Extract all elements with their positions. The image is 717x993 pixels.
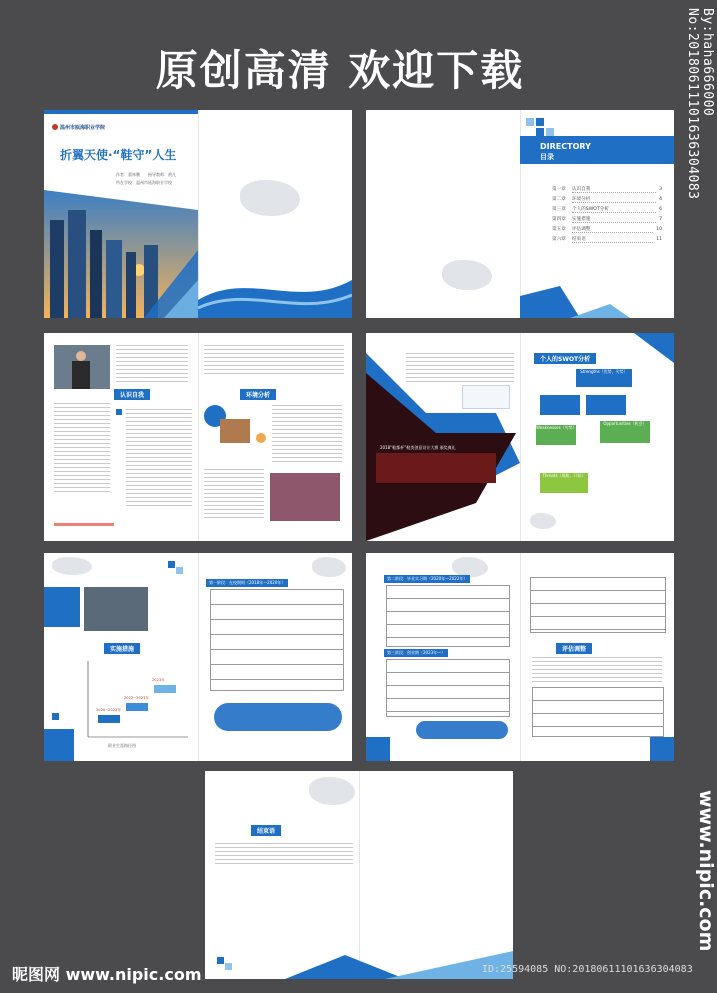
closing-wave-graphic xyxy=(285,947,513,979)
stage2-table xyxy=(386,585,510,647)
swot-opportunities: Opportunities（机会） xyxy=(600,421,650,443)
banner-title: 原创高清 欢迎下载 xyxy=(155,46,525,95)
photo-banner-text: 2018“鞋都杯”鞋类创意设计大赛 颁奖典礼 xyxy=(380,445,456,450)
toc-heading-en: DIRECTORY xyxy=(540,142,591,151)
toc-chapter: 第一章 xyxy=(552,187,566,192)
career-year-2: 2022~2023年 xyxy=(124,696,149,700)
student-photo xyxy=(54,345,110,389)
world-map-graphic xyxy=(309,777,355,805)
section-title-environment: 环境分析 xyxy=(240,389,276,400)
office-photo xyxy=(84,587,148,631)
stage1-title: 第一阶段：在校期间（2018年—2020年） xyxy=(206,579,288,587)
section-title-evaluation: 评估调整 xyxy=(556,643,592,654)
toc-title: 环境分析 xyxy=(572,196,656,203)
swot-strengths: Strengths（优势，劣势） xyxy=(576,369,632,387)
toc-chapter: 第三章 xyxy=(552,207,566,212)
world-map-graphic xyxy=(240,180,300,216)
award-ceremony-photo xyxy=(366,353,520,541)
toc-heading-cn: 目录 xyxy=(540,153,554,161)
spread-implementation xyxy=(44,553,352,761)
world-map-graphic xyxy=(312,557,346,577)
world-map-graphic xyxy=(442,260,492,290)
section-title-self: 认识自我 xyxy=(114,389,150,400)
section-title-implementation: 实施措施 xyxy=(104,643,140,654)
toc-page: 3 xyxy=(659,186,662,192)
swot-weaknesses: Weaknesses（劣势） xyxy=(536,425,576,445)
cover-top-bar xyxy=(44,110,198,114)
stage3-table xyxy=(386,659,510,717)
toc-page: 10 xyxy=(656,226,662,232)
spread-evaluation xyxy=(366,553,674,761)
toc-title: 实施措施 xyxy=(572,216,656,223)
world-map-graphic xyxy=(452,557,488,577)
career-year-3: 2023年 xyxy=(152,678,165,682)
school-name: 温州市瓯海职业学院 xyxy=(60,125,106,131)
toc-title: 个人的SWOT分析 xyxy=(572,206,656,213)
swot-threats: Threats（威胁，开始） xyxy=(540,473,588,493)
stage1-table xyxy=(210,589,344,691)
toc-item[interactable] xyxy=(552,224,662,234)
toc-chapter: 第二章 xyxy=(552,197,566,202)
evaluation-table xyxy=(532,687,664,737)
career-path-chart xyxy=(84,657,194,747)
footer-logo: 昵图网 www.nipic.com xyxy=(12,965,202,984)
toc-item[interactable] xyxy=(552,204,662,214)
section-title-closing: 结束语 xyxy=(251,825,281,836)
toc-item[interactable] xyxy=(552,194,662,204)
spread-toc xyxy=(366,110,674,318)
cover-city-photo xyxy=(44,190,198,318)
stage3-title: 第三阶段：创业期（2023年—） xyxy=(384,649,448,657)
spread-swot xyxy=(366,333,674,541)
footer-id: ID:25594085 NO:20180611101636304083 xyxy=(482,964,693,975)
toc-chapter: 第六章 xyxy=(552,237,566,242)
career-year-1: 2020~2022年 xyxy=(96,708,121,712)
spread-closing xyxy=(205,771,513,979)
school-emblem-icon xyxy=(52,124,58,130)
cover-advisor: 指导教师：黄凡 xyxy=(148,172,176,177)
toc-item[interactable] xyxy=(552,184,662,194)
world-map-graphic xyxy=(530,513,556,529)
section-title-swot: 个人的SWOT分析 xyxy=(534,353,596,364)
cover-author: 作者：董林鹏 xyxy=(116,172,140,177)
toc-corner-graphic xyxy=(520,286,674,318)
toc-title: 认识自我 xyxy=(572,186,656,193)
toc-item[interactable] xyxy=(552,214,662,224)
cover-school-line: 所在学校：温州市瓯海职业学校 xyxy=(116,180,172,185)
spread-cover xyxy=(44,110,352,318)
side-watermark: By:haha666000 No:20180611101636304083 xyxy=(685,8,715,200)
toc-title: 结束语 xyxy=(572,236,653,243)
toc-chapter: 第五章 xyxy=(552,227,566,232)
toc-chapter: 第四章 xyxy=(552,217,566,222)
side-logo-watermark: www.nipic.com xyxy=(695,790,717,952)
cover-wave-graphic xyxy=(198,260,352,318)
swot-corner-graphic xyxy=(634,333,674,363)
toc-page: 7 xyxy=(659,216,662,222)
career-chart-label: 职业生涯路径图 xyxy=(108,743,136,748)
toc-page: 11 xyxy=(656,236,662,242)
stage2-title: 第二阶段：毕业实习期（2020年—2022年） xyxy=(384,575,470,583)
spread-self-environment xyxy=(44,333,352,541)
toc-page: 6 xyxy=(659,206,662,212)
toc-item[interactable] xyxy=(552,234,662,244)
toc-page: 4 xyxy=(659,196,662,202)
world-map-graphic xyxy=(52,557,92,575)
cover-title: 折翼天使·“鞋守”人生 xyxy=(60,148,177,162)
toc-title: 评估调整 xyxy=(572,226,653,233)
toc-list xyxy=(552,184,662,244)
